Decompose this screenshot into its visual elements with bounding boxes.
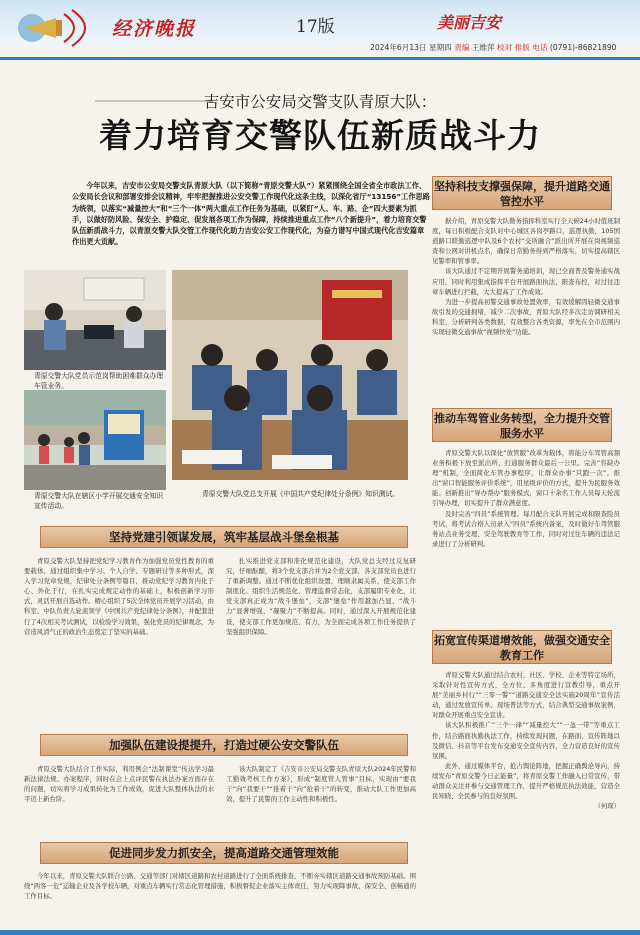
right-heading-2: 推动车驾管业务转型，全力提升交管服务水平 (432, 408, 612, 442)
section-3-body (24, 871, 416, 901)
masthead (0, 0, 640, 58)
issue-date: 2024年6月13日 (370, 43, 427, 52)
section-name (437, 10, 501, 33)
photo-school-campaign-image (24, 390, 166, 490)
article-headline: 着力培育交警队伍新质战斗力 (99, 116, 541, 155)
photo-service-window-image (24, 270, 166, 370)
section-3-paragraph-1: 今年以来，青原交警大队联合公路、交通等部门对辖区道路和农村道路进行了全面系统排查，不断夯实辖区道路交通事故预防基础。围绕“两客一危”运输企业及各学校车辆，对重点车辆实行常态化管理措施，积极督促企业落实主体责任，努力实现降事故、保安全、创畅通的工作目标。 (24, 872, 416, 901)
phone-label: 电话 (532, 43, 548, 52)
photo-caption-1: 青原交警大队党员示范岗帮助困难群众办理车管业务。 (34, 372, 164, 390)
section-1-paragraph-1: 青原交警大队坚持把党纪学习教育作为加强党员党性教育的重要载体，通过组织集中学习、个人自学、专题研讨等多种形式，深入学习党章党规，纪律处分条例等篇目，推动党纪学习教育内化于心、外化于行，在扎实完成规定动作的基础上，积极创新学习形式，灵活开展自选动作。精心组织了5次全体党员开展学习活动，由科室、中队负责人轮流领学《中国共产党纪律处分条例》，并配套进行了4次相关考试测试，以检验学习效果，强化党员的纪律观念，为营造风清气正的政治生态奠定了坚实的基础。 (24, 557, 214, 636)
section-1-paragraph-2: 扎实推进党支部和准化规范化建设，大队党总支经过反复研究，仔细酝酿，将3个党支部合并为2个党支部，各支部党员也进行了重新调整。通过不断优化组织设置，理顺隶属关系，使支部工作制度化、组织生活规范化、管理监督常态化，支部履职专业化，让党支部真正成为“战斗堡垒”，支部“堡垒”作用越加凸显、“战斗力”显著增强、“凝聚力”不断提高。同时，通过深入开展规范化建设，使支部工作更加规范、有力，为全面完成各项工作任务提供了坚强组织保障。 (226, 557, 416, 636)
issue-weekday: 星期四 (429, 43, 452, 52)
layout-label: 排版 (514, 43, 530, 52)
right-section-2-paragraph-1: 青原交警大队以深化“放管服”改革为载体，将能分车驾管高频业务积极下放至派出所，打通服务群众最后一公里。完善“容缺办理”机制，全面简化车管办事程序，让群众办事“只跑一次”。推出“窗口智能服务评价系统”，用星级评价的方式，提升为民服务效能。创新推出“导办帮办”服务模式，窗口十余名工作人员每天轮流引导办理，切实提升了群众满意度。 (432, 449, 620, 508)
section-2-body-col2 (226, 764, 416, 804)
article-kicker: 吉安市公安局交警支队青原大队： (203, 93, 437, 111)
right-section-1-body (432, 216, 620, 337)
photo-party-test-image (172, 270, 408, 480)
section-1-body-col1 (24, 556, 214, 637)
right-section-1-paragraph-3: 为进一步提高初警交通事故处置效率，有效缓解因轻微交通事故引发的交通拥堵，减少二次事故，青原大队经多次走访调研相关科室，分析研判各类数据，有效整合各类资源，率先在全市范围内实现轻微交通事故“视频快处”功能。 (432, 297, 620, 337)
photo-caption-2: 青原交警大队党总支开展《中国共产党纪律处分条例》知识测试。 (202, 490, 400, 498)
section-name-text: 美丽吉安 (437, 13, 502, 32)
article-byline: （何琛） (594, 802, 620, 811)
right-section-3-paragraph-3: 此外，通过媒体平台，抢占舆论阵地，把握正确舆论导向，持续发布“青原交警今日正能量”，将青原交警工作融入日常宣传，带动群众关注并参与交通管理工作，提升严格规范执法效能，营造全民知晓、全民参与的良好氛围。 (432, 761, 620, 801)
right-section-2-body (432, 448, 620, 549)
right-section-1-paragraph-1: 据介绍，青原交警大队勤务指挥科室实行全天候24小时值班制度，每日积极配合支队对中心城区各岗亭路口，巡逻执勤，105国道路口联勤巡逻中队及6个农村“交所融合”派出所开展在岗视频巡查和公网对讲机点名，确保日常勤务得到严格落实，切实提高辖区见警率和管事率。 (432, 217, 620, 266)
photo-party-test (172, 270, 408, 480)
masthead-info (370, 42, 617, 53)
page-label: 17版 (296, 17, 335, 37)
right-section-3-paragraph-2: 该大队积极推广“三个一律”“减量控大”“一盔一带”等重点工作，结合路面执勤执法工作，持续发现问题，在路面、宣传阵地以及微信、抖音等平台发布交通安全宣传内容，全力营造良好的宣传氛围。 (432, 721, 620, 760)
bottom-rule (0, 930, 640, 935)
section-2-paragraph-1: 青原交警大队结合工作实际，利用例会“法制课堂”传达学习最新法律法规、办案程序，同时在会上点评民警在执法办案方面存在的问题，切实将学习成果转化为工作成效，促进大队整体执法的水平迈上新台阶。 (24, 765, 214, 804)
editor-name: 王维萍 (471, 43, 495, 52)
right-section-1-paragraph-2: 该大队通过不定期开展警务通培训，现已全面普及警务通实战应用，同时利用集成指挥平台开展路面执法，限查布控，对过往违章车辆进行拦截，大大提高了工作成效。 (432, 267, 620, 296)
paper-name: 经济晚报 (112, 18, 197, 40)
editor-label: 责编 (454, 43, 470, 52)
photo-caption-3: 青原交警大队在辖区小学开展交通安全知识宣传活动。 (34, 492, 164, 510)
right-section-3-body (432, 670, 620, 811)
right-section-3-paragraph-1: 青原交警大队通过结合农村、社区、学校、企业等特定场所，采取针对性宣传方式，全方位、多角度进行宣教引导，重点开展“美丽乡村行”“三零一警”“道路交通安全法实施20周年”宣传活动，通过发放宣传单、现场普法等方式，结合典型交通事故案例，对群众开展重点安全宣讲。 (432, 671, 620, 720)
photo-school-campaign (24, 390, 166, 490)
photo-service-window (24, 270, 166, 370)
trumpet-logo-icon (14, 8, 104, 48)
right-heading-3: 拓宽宣传渠道增效能，做强交通安全教育工作 (432, 630, 612, 664)
section-heading-3: 促进同步发力抓安全，提高道路交通管理效能 (40, 842, 408, 864)
section-2-paragraph-2: 该大队制定了《吉安市公安局交警支队青原大队2024年民警和工勤效考核工作方案》，形成“制度管人管事”目标，实现由“要我干”向“我要干”“推着干”向“抢着干”的转变，推动大队工作更加高效，提升了民警的工作主动性和积极性。 (226, 765, 416, 804)
right-heading-1: 坚持科技支撑强保障，提升道路交通管控水平 (432, 176, 612, 210)
section-1-body-col2 (226, 556, 416, 637)
right-section-2-paragraph-2: 及时完善“四员”系统管理。每月配合支队开展完成和限查险员考试，将考试合格人员录入“四员”系统内备案，及时做好车驾管服务站点业务受理、安全驾驶教育等工作，同时对过往车辆的违法记录进行了分析研判。 (432, 509, 620, 548)
masthead-rule (0, 57, 640, 60)
section-heading-2: 加强队伍建设提提升，打造过硬公安交警队伍 (40, 734, 408, 756)
proof-label: 校对 (497, 43, 513, 52)
article-lead: 今年以来，吉安市公安局交警支队青原大队（以下简称“青原交警大队”）紧紧围绕全国全省全市政法工作、公安局长会议和部署安排会议精神，牢牢把握推进公安交警工作现代化这条主线，以深化省厅“13156”工作思路为统领，以落实“减量控大”和“三个一体”两大重点工作任务为基础，以紧盯“人、车、路、企”四大要素为抓手，以做好防风险、保安全、护稳定、促发展各项工作为保障，持续推进重点工作“八个新提升”，着力培育交警队伍新质战斗力，以青原交警大队交管工作现代化助力吉安公安工作现代化，为奋力谱写中国式现代化吉安篇章作出更大贡献。 (72, 181, 430, 247)
section-2-body-col1 (24, 764, 214, 804)
section-heading-1: 坚持党建引领谋发展，筑牢基层战斗堡垒根基 (40, 526, 408, 548)
phone-number: (0791)-86821890 (549, 43, 617, 52)
